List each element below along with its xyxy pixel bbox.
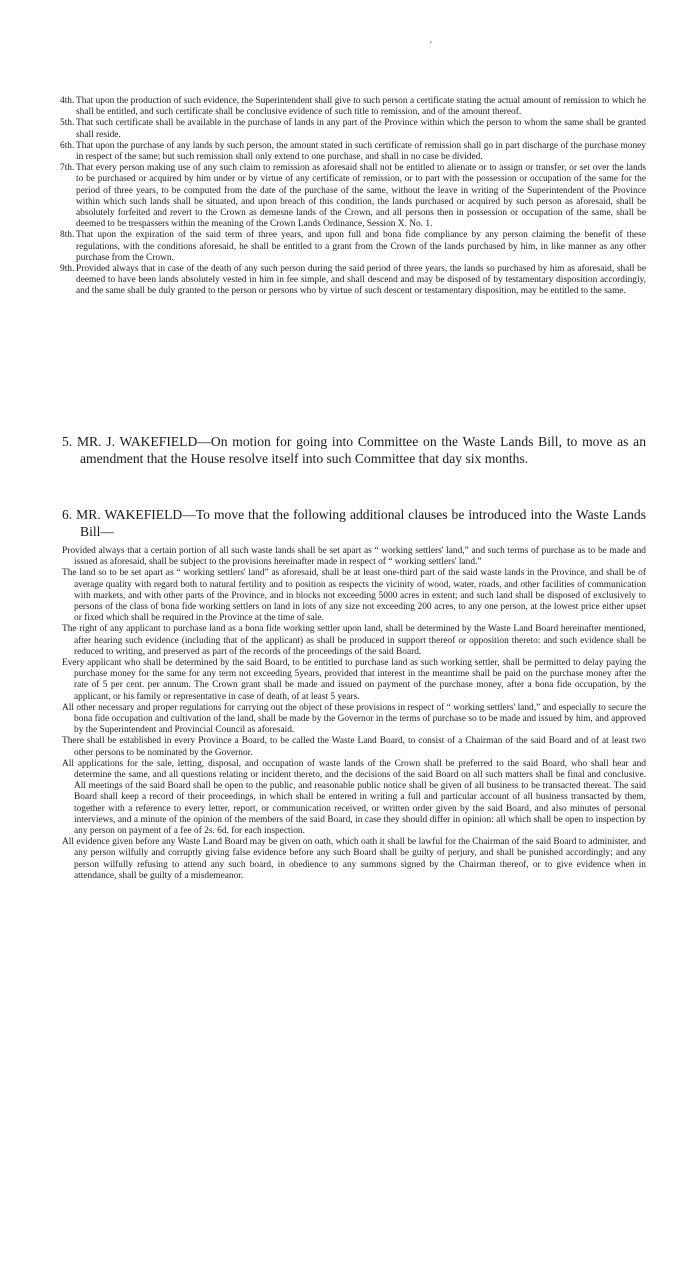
clause-number: 9th. [60, 264, 75, 275]
motion-6-text: 6. MR. WAKEFIELD—To move that the following additional clauses be introduced into the Waste Lands Bill— [62, 507, 646, 539]
paragraph-board-established: There shall be established in every Province a Board, to be called the Waste Land Board, to consist of a Chairman of the said Board and of at least two other persons to be nominated by the Governor. [62, 736, 646, 758]
clause-number: 6th. [60, 140, 75, 151]
clause-text: That upon the production of such evidence, the Superintendent shall give to such person a certificate stating the actual amount of remission to which he shall be entitled, and such certificate shall be conclusive evidence of such title to remission, and of the amount thereof. [76, 96, 646, 118]
clause-text: That such certificate shall be available in the purchase of lands in any part of the Province within which the person to whom the same shall be granted shall reside. [76, 118, 646, 140]
paragraph-every-applicant: Every applicant who shall be determined by the said Board, to be entitled to purchase land as such working settler, shall be permitted to delay paying the purchase money for the same for any term not exceeding 5years, provided that interest in the meantime shall be paid on the purchase money after the rate of 5 per cent. per annum. The Crown grant shall be made and issued on payment of the purchase money, after a bona fide occupation, by the applicant, or his family or representative in case of death, of at least 5 years. [62, 658, 646, 702]
clause-text: That upon the expiration of the said term of three years, and upon full and bona fide compliance by any person claiming the benefit of these regulations, with the conditions aforesaid, he shall be entitled to a grant from the Crown of the lands purchased by him, in like manner as any other purchase from the Crown. [76, 230, 646, 263]
clause-number: 7th. [60, 163, 75, 174]
clause-text: Provided always that in case of the death of any such person during the said period of three years, the lands so purchased by him as aforesaid, shall be deemed to have been lands absolutely vested in him in fee simple, and shall descend and may be disposed of by testamentary disposition accordingly, and the same shall be duly granted to the person or persons who by virtue of such descent or testamentary disposition, may be entitled to the same. [76, 264, 646, 297]
clause-9 [0, 264, 700, 298]
paragraph-working-settlers-land: Provided always that a certain portion of all such waste lands shall be set apart as “ working settlers' land,” and such terms of purchase as to be made and issued as aforesaid, shall be subject to the provisions hereinafter made in respect of “ working settlers' land.” [62, 546, 646, 568]
paragraph-applications: All applications for the sale, letting, disposal, and occupation of waste lands of the Crown shall be preferred to the said Board, who shall hear and determine the same, and all questions relating or incident thereto, and the decisions of the said Board on all such matters shall be final and conclusive. All meetings of the said Board shall be open to the public, and reasonable public notice shall be given of all business to be transacted thereat. The said Board shall keep a record of their proceedings, in which shall be entered in writing a full and particular account of all business transacted by them, together with a reference to every letter, report, or communication received, or written order given by the said Board, and also minutes of personal interviews, and a minute of the opinion of the members of the said Board, in case they should differ in opinion: all which shall be open to inspection by any person on payment of a fee of 2s. 6d. for each inspection. [62, 758, 646, 837]
clause-6 [0, 141, 700, 163]
clause-number: 5th. [60, 118, 75, 129]
clause-8 [0, 230, 700, 264]
additional-clauses [0, 546, 700, 882]
paragraph-right-of-applicant: The right of any applicant to purchase land as a bona fide working settler upon land, shall be determined by the Waste Land Board hereinafter mentioned, after hearing such evidence (including that of the applicant) as shall be produced in support thereof or opposition thereto: and such evidence shall be reduced to writing, and preserved as part of the records of the proceedings of the said Board. [62, 624, 646, 657]
paragraph-evidence-on-oath: All evidence given before any Waste Land Board may be given on oath, which oath it shall be lawful for the Chairman of the said Board to administer, and any person wilfully and corruptly giving false evidence before any such Board shall be guilty of perjury, and shall be punished accordingly; and any person wilfully refusing to attend any such board, in obedience to any summons signed by the Chairman thereof, or to give evidence when in attendance, shall be guilty of a misdemeanor. [62, 837, 646, 881]
clause-5 [0, 118, 700, 140]
paragraph-regulations: All other necessary and proper regulations for carrying out the object of these provisions in respect of “ working settlers' land,” and especially to secure the bona fide occupation and cultivation of the land, shall be made by the Governor in the terms of purchase so to be made and issued by him, and approved by the Superintendent and Provincial Council as aforesaid. [62, 702, 646, 736]
motion-6 [0, 507, 700, 540]
motion-5 [0, 434, 700, 467]
paragraph-land-set-apart: The land so to be set apart as “ working settlers' land” as aforesaid, shall be at least one-third part of the said waste lands in the Province, and shall be of average quality with regard both to natural fertility and to position as respects the vicinity of wood, water, roads, and other facilities of communication with markets, and with other parts of the Province, and in blocks not exceeding 5000 acres in extent; and such land shall be disposed of exclusively to persons of the class of bona fide working settlers on land in lots of any size not exceeding 200 acres, to any one person, at the lowest price either upset or fixed which shall be required in the Province at the time of sale. [62, 568, 646, 624]
clause-4 [0, 96, 700, 118]
clause-number: 4th. [60, 96, 75, 106]
margin-mark: ' [430, 40, 432, 51]
motion-5-text: 5. MR. J. WAKEFIELD—On motion for going into Committee on the Waste Lands Bill, to move as an amendment that the House resolve itself into such Committee that day six months. [62, 434, 646, 466]
clause-number: 8th. [60, 230, 75, 241]
clause-text: That every person making use of any such claim to remission as aforesaid shall not be entitled to alienate or to assign or transfer, or set over the lands to be purchased or acquired by him under or by virtue of any certificate of remission, or to part with the possession or occupation of the same for the period of three years, to be computed from the date of the purchase of the same, without the leave in writing of the Superintendent of the Province within which such lands shall be situated, and upon breach of this condition, the lands purchased or acquired by such person as aforesaid, shall be absolutely forfeited and revert to the Crown as demesne lands of the Crown, and all persons then in possession or occupation of the same, shall be deemed to be trespassers within the meaning of the Crown Lands Ordinance, Session X. No. 1. [76, 163, 646, 230]
clause-7 [0, 163, 700, 230]
clause-text: That upon the purchase of any lands by such person, the amount stated in such certificate of remission shall go in part discharge of the purchase money in respect of the same; but such remission shall only extend to one purchase, and shall in no case be divided. [76, 140, 646, 163]
clause-list [0, 96, 700, 298]
